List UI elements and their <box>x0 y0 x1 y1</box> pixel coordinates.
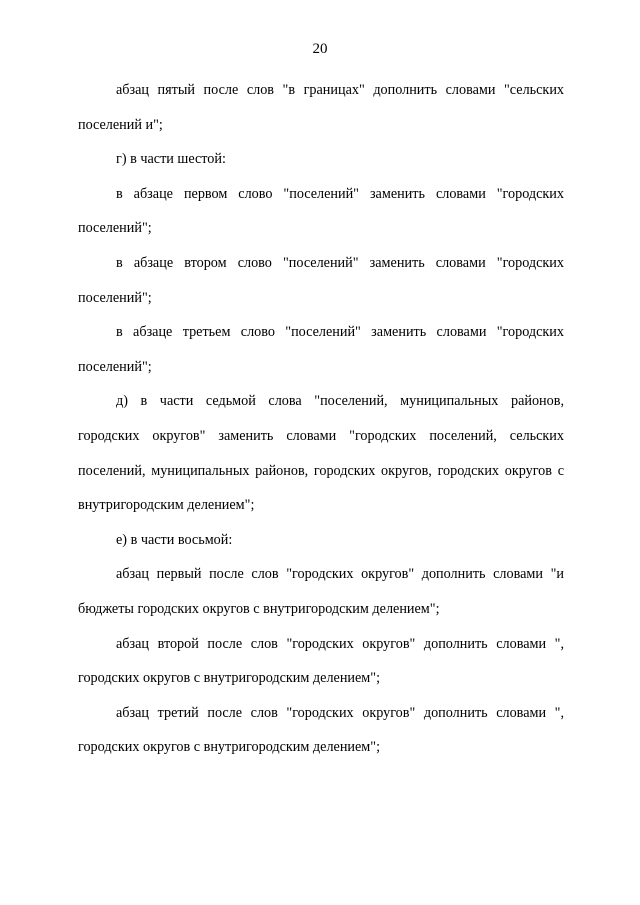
paragraph-item-d-seventh-part: д) в части седьмой слова "поселений, муниципальных районов, городских округов" заменить словами "городских поселений, сельских поселений, муниципальных районов, городских округов, городских округов с внутригородским делением"; <box>78 393 564 514</box>
paragraph-item-g-heading: г) в части шестой: <box>116 151 226 168</box>
paragraph-second-abzats-replace: в абзаце втором слово "поселений" заменить словами "городских поселений"; <box>78 254 564 306</box>
paragraph-eighth-first-abzats: абзац первый после слов "городских округов" дополнить словами "и бюджеты городских округов с внутригородским делением"; <box>78 566 564 617</box>
paragraph-eighth-third-abzats: абзац третий после слов "городских округов" дополнить словами ", городских округов с внутригородским делением"; <box>78 704 564 756</box>
page-number: 20 <box>312 41 328 57</box>
paragraph-item-e-heading: е) в части восьмой: <box>116 531 233 548</box>
paragraph-amend-fifth-abzats: абзац пятый после слов "в границах" дополнить словами "сельских поселений и"; <box>78 82 564 133</box>
paragraph-third-abzats-replace: в абзаце третьем слово "поселений" заменить словами "городских поселений"; <box>78 324 564 375</box>
document-body <box>78 73 564 765</box>
paragraph-eighth-second-abzats: абзац второй после слов "городских округов" дополнить словами ", городских округов с внутригородским делением"; <box>78 635 564 687</box>
paragraph-first-abzats-replace: в абзаце первом слово "поселений" заменить словами "городских поселений"; <box>78 185 564 237</box>
